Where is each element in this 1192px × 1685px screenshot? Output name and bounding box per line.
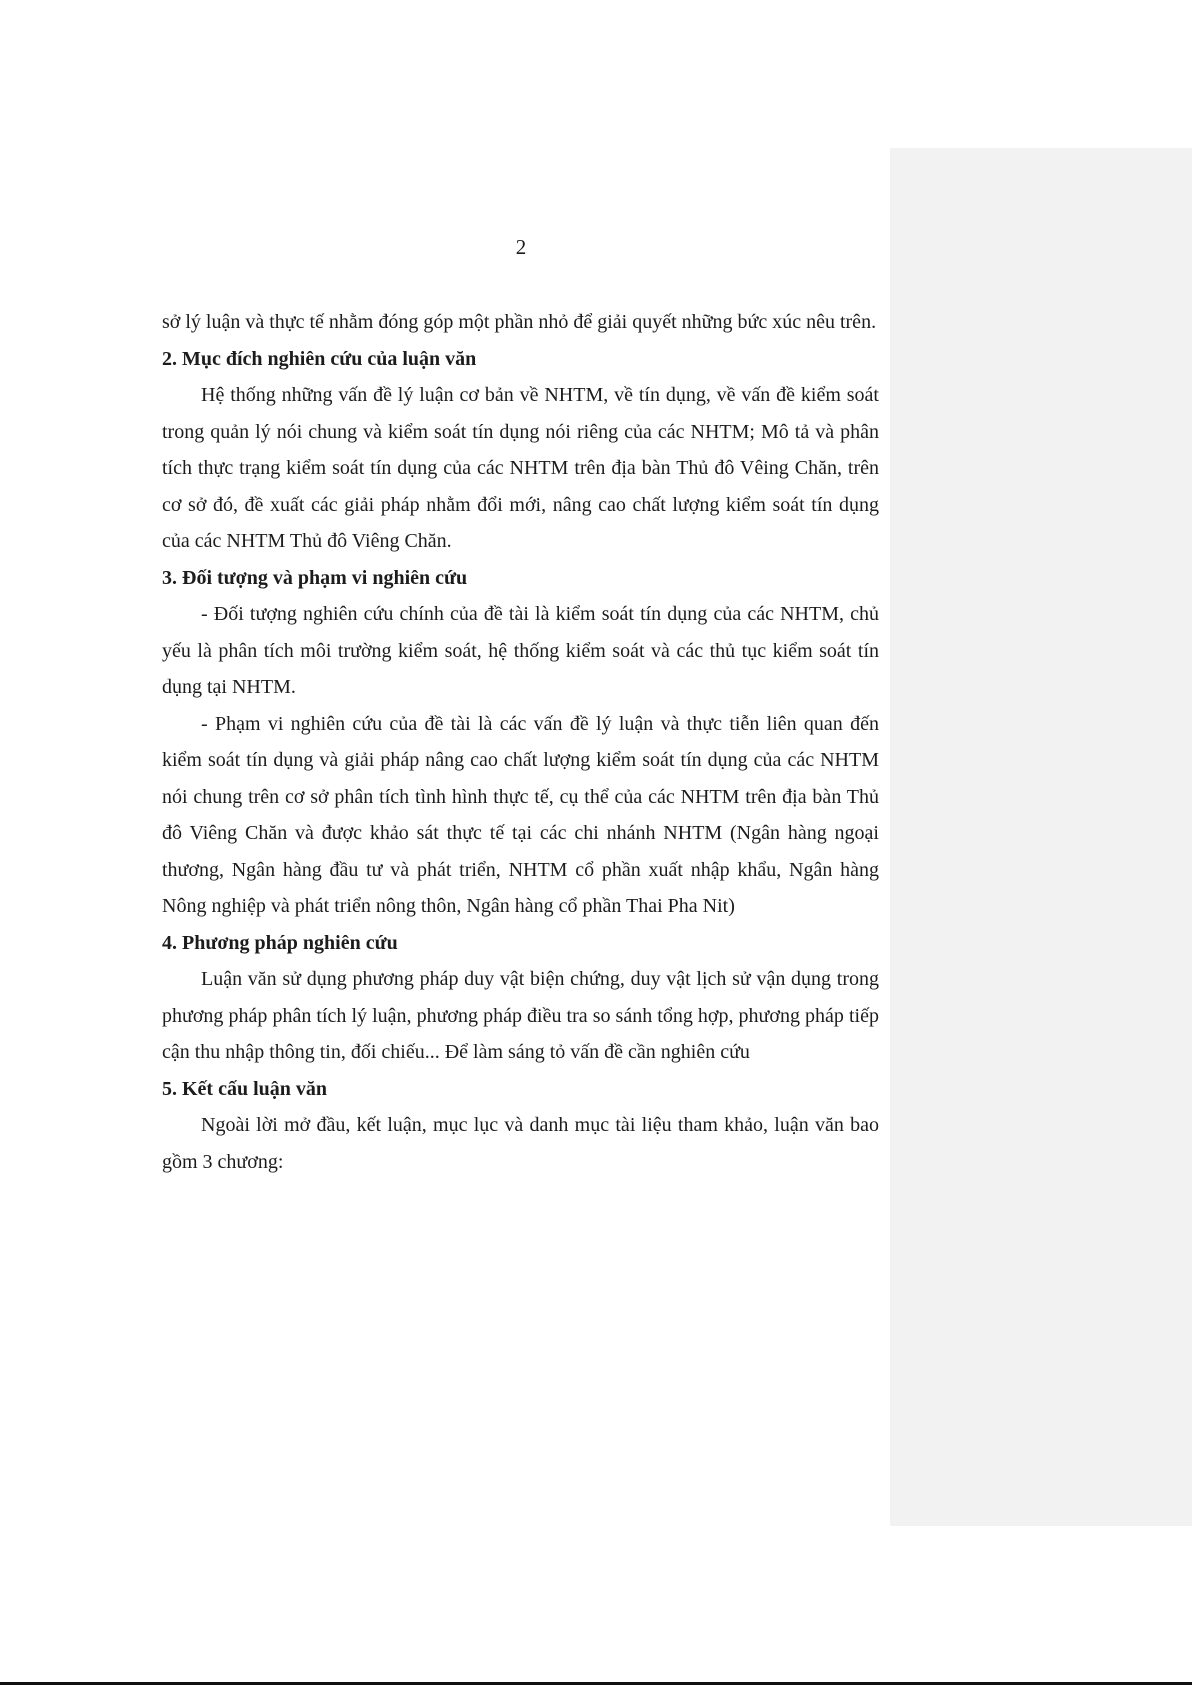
heading-research-purpose: 2. Mục đích nghiên cứu của luận văn <box>162 347 477 370</box>
paragraph-research-object: - Đối tượng nghiên cứu chính của đề tài là kiểm soát tín dụng của các NHTM, chủ yếu là phân tích môi trường kiểm soát, hệ thống kiểm soát và các thủ tục kiểm soát tín dụng tại NHTM. <box>162 603 879 698</box>
heading-research-method: 4. Phương pháp nghiên cứu <box>162 931 398 954</box>
paragraph-research-method: Luận văn sử dụng phương pháp duy vật biện chứng, duy vật lịch sử vận dụng trong phương pháp phân tích lý luận, phương pháp điều tra so sánh tổng hợp, phương pháp tiếp cận thu nhập thông tin, đối chiếu... Để làm sáng tỏ vấn đề cần nghiên cứu <box>162 968 879 1063</box>
paragraph-thesis-structure: Ngoài lời mở đầu, kết luận, mục lục và danh mục tài liệu tham khảo, luận văn bao gồm 3 chương: <box>162 1114 879 1173</box>
heading-research-scope: 3. Đối tượng và phạm vi nghiên cứu <box>162 566 468 589</box>
paragraph-continuation: sở lý luận và thực tế nhằm đóng góp một phần nhỏ để giải quyết những bức xúc nêu trên. <box>162 311 877 333</box>
comment-pane <box>890 148 1192 1526</box>
paragraph-research-purpose: Hệ thống những vấn đề lý luận cơ bản về NHTM, về tín dụng, về vấn đề kiểm soát trong quản lý nói chung và kiểm soát tín dụng nói riêng của các NHTM; Mô tả và phân tích thực trạng kiểm soát tín dụng của các NHTM trên địa bàn Thủ đô Vêing Chăn, trên cơ sở đó, đề xuất các giải pháp nhằm đổi mới, nâng cao chất lượng kiểm soát tín dụng của các NHTM Thủ đô Viêng Chăn. <box>162 384 879 552</box>
page-number: 2 <box>515 235 527 259</box>
body-text <box>162 304 879 1180</box>
paragraph-research-range: - Phạm vi nghiên cứu của đề tài là các vấn đề lý luận và thực tiễn liên quan đến kiểm soát tín dụng và giải pháp nâng cao chất lượng kiểm soát tín dụng của các NHTM nói chung trên cơ sở phân tích tình hình thực tế, cụ thể của các NHTM trên địa bàn Thủ đô Viêng Chăn và được khảo sát thực tế tại các chi nhánh NHTM (Ngân hàng ngoại thương, Ngân hàng đầu tư và phát triển, NHTM cổ phần xuất nhập khẩu, Ngân hàng Nông nghiệp và phát triển nông thôn, Ngân hàng cổ phần Thai Pha Nit) <box>162 712 879 917</box>
heading-thesis-structure: 5. Kết cấu luận văn <box>162 1077 328 1100</box>
